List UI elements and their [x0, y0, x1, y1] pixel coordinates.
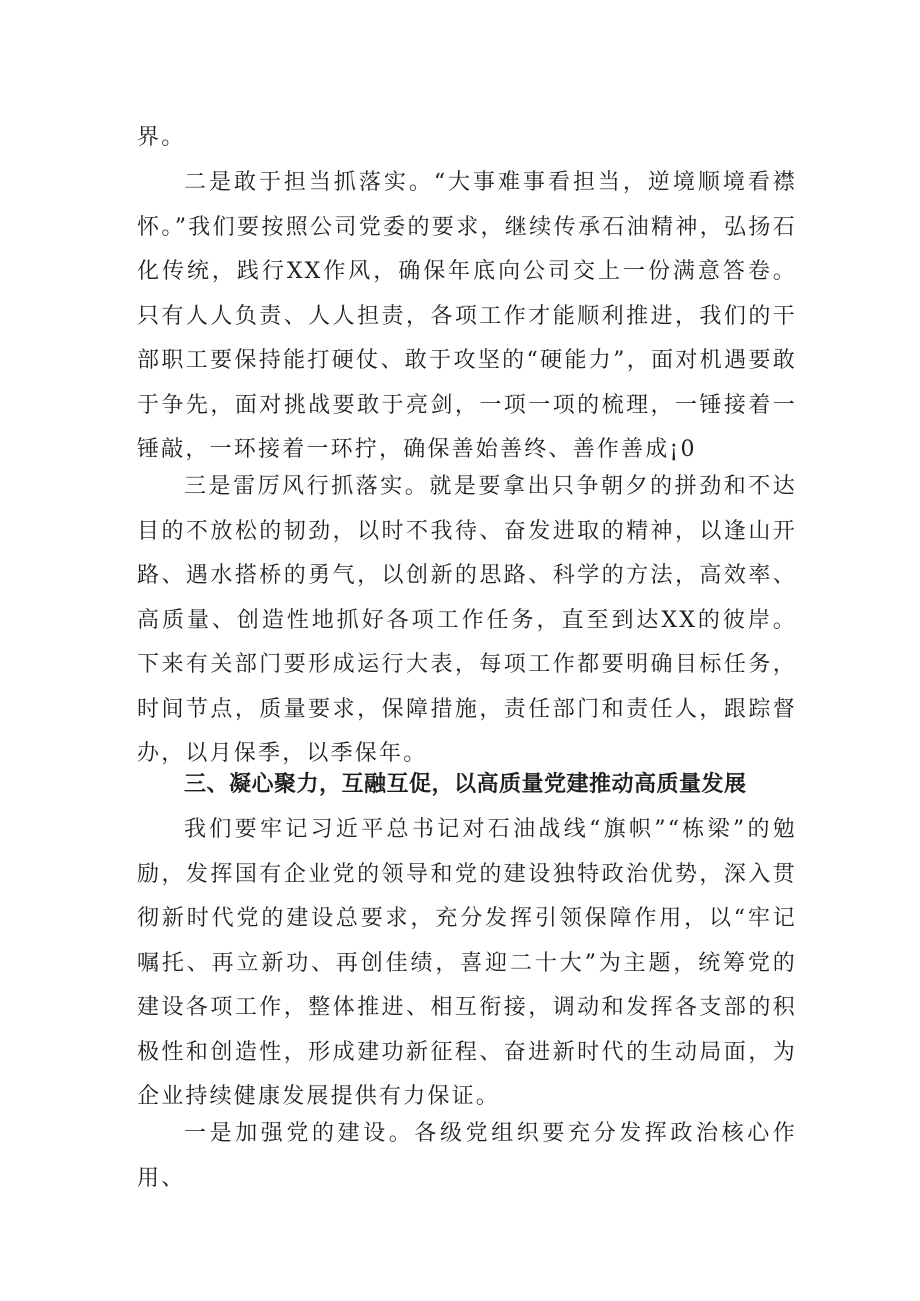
paragraph-strengthen-party-building: 一是加强党的建设。各级党组织要充分发挥政治核心作用、 — [137, 1121, 797, 1191]
paragraph-act-resolutely: 三是雷厉风行抓落实。就是要拿出只争朝夕的拼劲和不达目的不放松的韧劲，以时不我待、奋发进取的精神，以逢山开路、遇水搭桥的勇气，以创新的思路、科学的方法，高效率、高质量、创造性地抓好各项工作任务，直至到达XX的彼岸。下来有关部门要形成运行大表，每项工作都要明确目标任务，时间节点，质量要求，保障措施，责任部门和责任人，跟踪督办，以月保季，以季保年。 — [137, 474, 797, 766]
paragraph-dare-to-take-responsibility: 二是敢于担当抓落实。“大事难事看担当，逆境顺境看襟怀。”我们要按照公司党委的要求，继续传承石油精神，弘扬石化传统，践行XX作风，确保年底向公司交上一份满意答卷。只有人人负责、人人担责，各项工作才能顺利推进，我们的干部职工要保持能打硬仗、敢于攻坚的“硬能力”，面对机遇要敢于争先，面对挑战要敢于亮剑，一项一项的梳理，一锤接着一锤敲，一环接着一环拧，确保善始善终、善作善成¡0 — [137, 170, 797, 462]
section-heading-three: 三、凝心聚力，互融互促，以高质量党建推动高质量发展 — [184, 772, 747, 797]
paragraph-party-building-intro: 我们要牢记习近平总书记对石油战线“旗帜”“栋梁”的勉励，发挥国有企业党的领导和党的建设独特政治优势，深入贯彻新时代党的建设总要求，充分发挥引领保障作用，以“牢记嘱托、再立新功、再创佳绩，喜迎二十大”为主题，统筹党的建设各项工作，整体推进、相互衔接，调动和发挥各支部的积极性和创造性，形成建功新征程、奋进新时代的生动局面，为企业持续健康发展提供有力保证。 — [137, 817, 797, 1109]
paragraph-continuation: 界。 — [137, 125, 186, 150]
